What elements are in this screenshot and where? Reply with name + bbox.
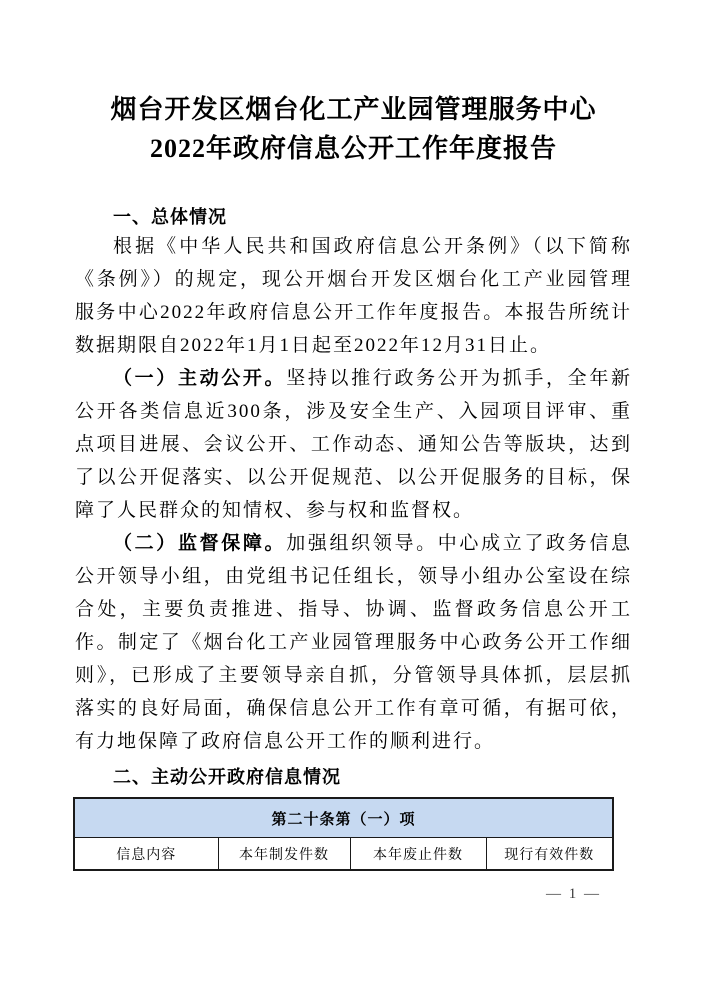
document-title-line1: 烟台开发区烟台化工产业园管理服务中心 [110,95,597,124]
paragraph-text: 加强组织领导。中心成立了政务信息公开领导小组，由党组书记任组长，领导小组办公室设在综合处，主要负责推进、指导、协调、监督政务信息公开工作。制定了《烟台化工产业园管理服务中心政务公开工作细则》，已形成了主要领导亲自抓，分管领导具体抓，层层抓落实的良好局面，确保信息公开工作有章可循，有据可依，有力地保障了政府信息公开工作的顺利进行。 [75,533,632,752]
paragraph-lead: （二）监督保障。 [113,533,287,554]
table-column-repealed-this-year: 本年废止件数 [350,838,486,871]
paragraph-lead: （一）主动公开。 [113,368,287,389]
page-number: — 1 — [546,886,601,902]
paragraph-supervision-guarantee [75,527,632,758]
table-column-info-content: 信息内容 [74,838,218,871]
table-header-article20-item1: 第二十条第（一）项 [74,798,613,838]
paragraph-legal-basis [75,230,632,362]
table-header-row [74,798,613,838]
paragraph-text: 坚持以推行政务公开为抓手，全年新公开各类信息近300条，涉及安全生产、入园项目评审、重点项目进展、会议公开、工作动态、通知公告等版块，达到了以公开促落实、以公开促规范、以公开促服务的目标，保障了人民群众的知情权、参与权和监督权。 [75,368,632,521]
section-heading-overview: 一、总体情况 [113,207,227,227]
disclosure-table [73,797,614,871]
table-column-issued-this-year: 本年制发件数 [218,838,350,871]
paragraph-text: 根据《中华人民共和国政府信息公开条例》（以下简称《条例》）的规定，现公开烟台开发区烟台化工产业园管理服务中心2022年政府信息公开工作年度报告。本报告所统计数据期限自2022年1月1日起至2022年12月31日止。 [75,236,632,356]
section-heading-disclosure: 二、主动公开政府信息情况 [113,767,341,787]
document-title [75,90,632,168]
paragraph-proactive-disclosure [75,362,632,527]
table-column-row [74,838,613,871]
document-title-line2: 2022年政府信息公开工作年度报告 [149,134,557,163]
table-column-currently-valid: 现行有效件数 [486,838,613,871]
